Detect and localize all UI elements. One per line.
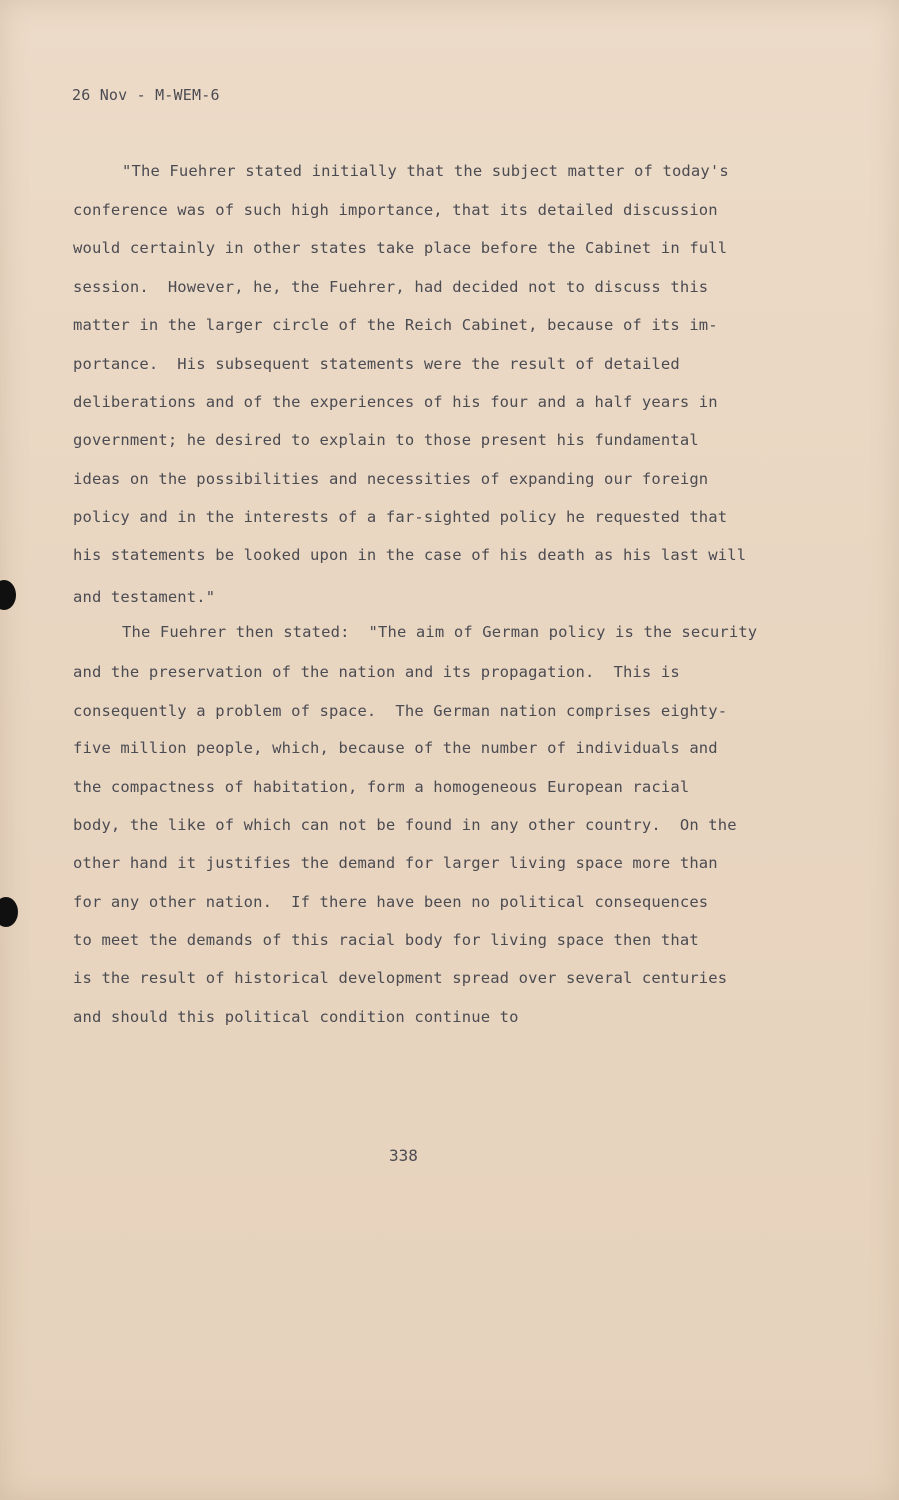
paragraph-1-line: matter in the larger circle of the Reich Cabinet, because of its im- [73,316,718,334]
page-number: 338 [389,1146,418,1165]
paragraph-1-line: session. However, he, the Fuehrer, had decided not to discuss this [73,278,709,296]
paragraph-2-line: to meet the demands of this racial body for living space then that [73,931,699,949]
paragraph-2-line: consequently a problem of space. The German nation comprises eighty- [73,702,728,720]
paragraph-2-line: and the preservation of the nation and its propagation. This is [73,663,680,681]
paragraph-2-line: and should this political condition continue to [73,1008,519,1026]
document-header: 26 Nov - M-WEM-6 [72,86,220,104]
paragraph-2-line: The Fuehrer then stated: "The aim of German policy is the security [122,623,758,641]
paragraph-2-line: for any other nation. If there have been no political consequences [73,893,709,911]
paragraph-1-line: government; he desired to explain to those present his fundamental [73,431,699,449]
binder-hole-icon [0,897,18,927]
paragraph-1-line: policy and in the interests of a far-sighted policy he requested that [73,508,728,526]
paragraph-1-line: ideas on the possibilities and necessities of expanding our foreign [73,470,709,488]
paragraph-2-line: other hand it justifies the demand for larger living space more than [73,854,718,872]
paragraph-1-line: his statements be looked upon in the case of his death as his last will [73,546,747,564]
paragraph-2-line: body, the like of which can not be found in any other country. On the [73,816,737,834]
paragraph-1-line: "The Fuehrer stated initially that the subject matter of today's [122,162,729,180]
paragraph-2-line: is the result of historical development spread over several centuries [73,969,728,987]
paragraph-1-line: conference was of such high importance, that its detailed discussion [73,201,718,219]
paragraph-2-line: the compactness of habitation, form a homogeneous European racial [73,778,690,796]
paragraph-1-line: would certainly in other states take place before the Cabinet in full [73,239,728,257]
paragraph-1-line: deliberations and of the experiences of his four and a half years in [73,393,718,411]
binder-hole-icon [0,580,16,610]
paragraph-2-line: five million people, which, because of the number of individuals and [73,739,718,757]
paragraph-1-line: and testament." [73,588,216,606]
paragraph-1-line: portance. His subsequent statements were the result of detailed [73,355,680,373]
